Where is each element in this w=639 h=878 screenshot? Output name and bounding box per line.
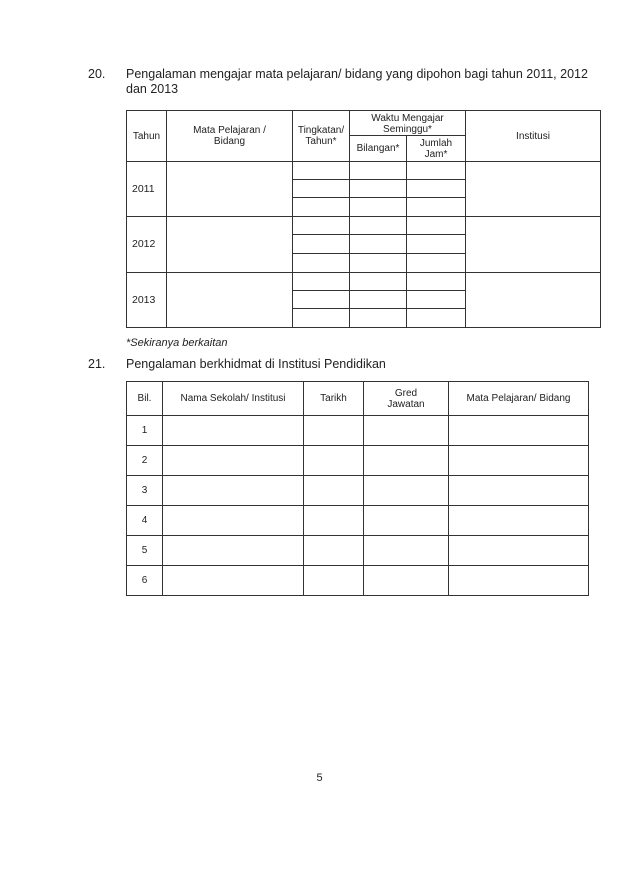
header-tingkatan-line2: Tahun* [305, 136, 337, 147]
jumlah-jam-cell [407, 180, 466, 198]
tingkatan-cell [293, 162, 350, 180]
mata-cell [449, 536, 589, 566]
question-20-text-line1: Pengalaman mengajar mata pelajaran/ bidang yang dipohon bagi tahun 2011, 2012 [126, 67, 588, 81]
jumlah-jam-cell [407, 254, 466, 273]
jumlah-jam-cell [407, 162, 466, 180]
year-cell-2011: 2011 [127, 162, 167, 217]
mata-pelajaran-cell [167, 217, 293, 273]
tingkatan-cell [293, 291, 350, 309]
gred-cell [364, 566, 449, 596]
header-gred-jawatan [364, 382, 449, 416]
institusi-cell [466, 162, 601, 217]
tingkatan-cell [293, 198, 350, 217]
jumlah-jam-cell [407, 217, 466, 235]
header-tingkatan-line1: Tingkatan/ [297, 125, 345, 136]
bilangan-cell [350, 162, 407, 180]
header-nama-sekolah: Nama Sekolah/ Institusi [163, 382, 304, 416]
header-mata-pelajaran-bidang: Mata Pelajaran/ Bidang [449, 382, 589, 416]
question-21-text: Pengalaman berkhidmat di Institusi Pendidikan [126, 357, 386, 371]
header-tahun: Tahun [127, 111, 167, 162]
mata-pelajaran-cell [167, 162, 293, 217]
bilangan-cell [350, 217, 407, 235]
jumlah-jam-cell [407, 235, 466, 254]
jumlah-jam-cell [407, 198, 466, 217]
question-20-text-line2: dan 2013 [126, 82, 179, 96]
mata-cell [449, 446, 589, 476]
bilangan-cell [350, 273, 407, 291]
year-cell-2013: 2013 [127, 273, 167, 328]
row-number-cell: 5 [127, 536, 163, 566]
tingkatan-cell [293, 309, 350, 328]
service-experience-table [126, 381, 589, 596]
jumlah-jam-cell [407, 291, 466, 309]
jumlah-jam-cell [407, 273, 466, 291]
question-20-text [126, 67, 588, 97]
tarikh-cell [304, 446, 364, 476]
tingkatan-cell [293, 235, 350, 254]
gred-cell [364, 446, 449, 476]
institusi-cell [466, 273, 601, 328]
bilangan-cell [350, 235, 407, 254]
header-mata-pelajaran [167, 111, 293, 162]
row-number-cell: 4 [127, 506, 163, 536]
jumlah-jam-cell [407, 309, 466, 328]
row-number-cell: 3 [127, 476, 163, 506]
bilangan-cell [350, 180, 407, 198]
header-tarikh: Tarikh [304, 382, 364, 416]
header-jumlah-line2: Jam* [424, 148, 448, 160]
bilangan-cell [350, 198, 407, 217]
header-waktu-line2: Seminggu* [383, 124, 432, 135]
tingkatan-cell [293, 180, 350, 198]
mata-cell [449, 476, 589, 506]
nama-cell [163, 566, 304, 596]
tingkatan-cell [293, 254, 350, 273]
gred-cell [364, 536, 449, 566]
nama-cell [163, 416, 304, 446]
gred-cell [364, 476, 449, 506]
institusi-cell [466, 217, 601, 273]
page-number: 5 [316, 772, 323, 784]
header-bilangan: Bilangan* [350, 136, 407, 162]
mata-cell [449, 566, 589, 596]
tarikh-cell [304, 536, 364, 566]
tingkatan-cell [293, 273, 350, 291]
header-waktu-line1: Waktu Mengajar [371, 113, 444, 124]
nama-cell [163, 476, 304, 506]
header-institusi: Institusi [466, 111, 601, 162]
mata-cell [449, 506, 589, 536]
teaching-experience-table [126, 110, 601, 328]
nama-cell [163, 506, 304, 536]
tarikh-cell [304, 416, 364, 446]
header-jumlah-jam [407, 136, 466, 162]
header-waktu-mengajar [350, 111, 466, 136]
gred-cell [364, 416, 449, 446]
header-mata-line1: Mata Pelajaran / [193, 125, 266, 136]
tingkatan-cell [293, 217, 350, 235]
tarikh-cell [304, 506, 364, 536]
bilangan-cell [350, 254, 407, 273]
tarikh-cell [304, 476, 364, 506]
footnote: *Sekiranya berkaitan [126, 337, 228, 349]
nama-cell [163, 536, 304, 566]
header-jumlah-line1: Jumlah [419, 137, 453, 149]
header-gred-line1: Gred [394, 387, 418, 399]
row-number-cell: 2 [127, 446, 163, 476]
bilangan-cell [350, 291, 407, 309]
mata-cell [449, 416, 589, 446]
gred-cell [364, 506, 449, 536]
row-number-cell: 1 [127, 416, 163, 446]
header-bil: Bil. [127, 382, 163, 416]
mata-pelajaran-cell [167, 273, 293, 328]
question-21-number: 21. [88, 357, 106, 371]
tarikh-cell [304, 566, 364, 596]
nama-cell [163, 446, 304, 476]
row-number-cell: 6 [127, 566, 163, 596]
year-cell-2012: 2012 [127, 217, 167, 273]
header-gred-line2: Jawatan [387, 398, 425, 410]
header-mata-line2: Bidang [213, 136, 246, 147]
header-tingkatan [293, 111, 350, 162]
question-20-number: 20. [88, 67, 106, 81]
bilangan-cell [350, 309, 407, 328]
